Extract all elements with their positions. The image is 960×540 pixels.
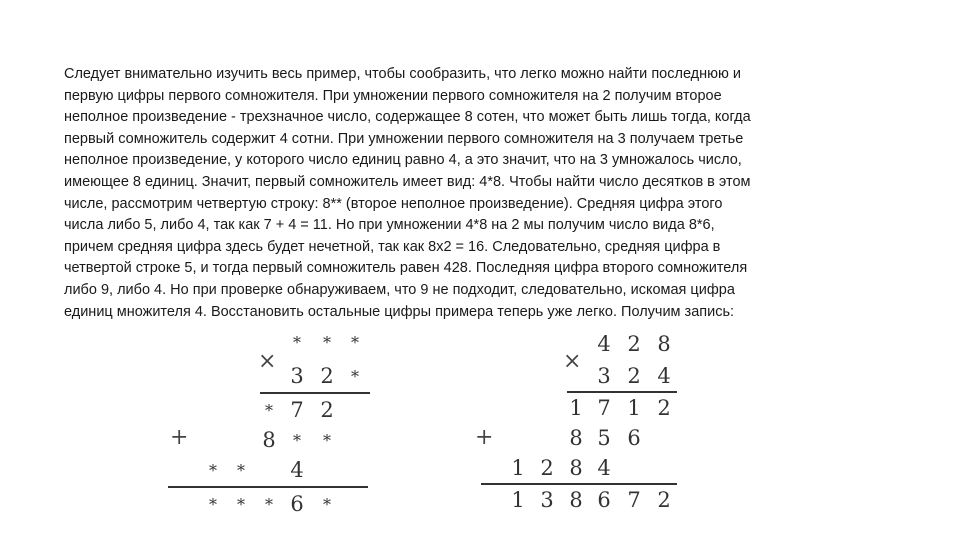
digit: 2 <box>540 456 554 480</box>
digit: 8 <box>262 428 276 452</box>
digit: * <box>323 333 331 352</box>
text-line: числа либо 5, либо 4, так как 7 + 4 = 11. Но при умножении 4*8 на 2 мы получим число вида 8*6, <box>64 217 715 234</box>
text-line: неполное произведение - трехзначное число, содержащее 8 сотен, что может быть лишь тогда, когда <box>64 109 751 126</box>
text-line: либо 9, либо 4. Но при проверке обнаруживаем, что 9 не подходит, следовательно, искомая цифра <box>64 281 735 298</box>
times-sign: × <box>258 349 277 374</box>
digit: 4 <box>290 458 304 482</box>
digit: 4 <box>657 364 671 388</box>
explanation-paragraph <box>64 64 864 323</box>
digit: 8 <box>569 456 583 480</box>
text-line: первый сомножитель содержит 4 сотни. При умножении первого сомножителя на 3 получаем третье <box>64 130 744 147</box>
digit: 3 <box>597 364 611 388</box>
digit: 4 <box>597 456 611 480</box>
digit: * <box>293 333 301 352</box>
digit: 2 <box>657 396 671 420</box>
digit: 7 <box>627 488 641 512</box>
digit: 7 <box>290 398 304 422</box>
digit: * <box>293 431 301 450</box>
digit: 8 <box>569 488 583 512</box>
digit: 3 <box>540 488 554 512</box>
digit: 8 <box>569 426 583 450</box>
digit: 1 <box>511 456 525 480</box>
underline <box>168 486 368 488</box>
plus-sign: + <box>170 425 189 450</box>
digit: 1 <box>511 488 525 512</box>
digit: 5 <box>597 426 611 450</box>
text-line: четвертой строке 5, и тогда первый сомножитель равен 428. Последняя цифра второго сомножителя <box>64 260 748 277</box>
digit: * <box>323 431 331 450</box>
digit: 6 <box>627 426 641 450</box>
puzzle-scan-image <box>140 328 375 533</box>
digit: 1 <box>627 396 641 420</box>
text-line: причем средняя цифра здесь будет нечетной, так как 8х2 = 16. Следовательно, средняя цифра в <box>64 238 721 255</box>
digit: 3 <box>290 364 304 388</box>
digit: 2 <box>320 398 334 422</box>
digit: * <box>209 461 217 480</box>
digit: * <box>323 495 331 514</box>
text-line: неполное произведение, у которого число единиц равно 4, а это значит, что на 3 умножалось число, <box>64 152 742 169</box>
digit: 2 <box>320 364 334 388</box>
underline <box>260 392 370 394</box>
digit: 2 <box>627 364 641 388</box>
digit: 4 <box>597 332 611 356</box>
underline <box>481 483 677 485</box>
digit: 1 <box>569 396 583 420</box>
underline <box>567 391 677 393</box>
text-line: первую цифры первого сомножителя. При умножении первого сомножителя на 2 получим второе <box>64 87 722 104</box>
digit: 8 <box>657 332 671 356</box>
digit: 2 <box>657 488 671 512</box>
digit: 2 <box>627 332 641 356</box>
digit: * <box>237 495 245 514</box>
digit: * <box>209 495 217 514</box>
text-line: Следует внимательно изучить весь пример, чтобы сообразить, что легко можно найти последнюю и <box>64 66 742 82</box>
digit: * <box>237 461 245 480</box>
text-line: имеющее 8 единиц. Значит, первый сомножитель имеет вид: 4*8. Чтобы найти число десятков в этом <box>64 173 751 190</box>
digit: * <box>265 401 273 420</box>
text-line: числе, рассмотрим четвертую строку: 8** (второе неполное произведение). Средняя цифра этого <box>64 195 723 212</box>
times-sign: × <box>563 349 582 374</box>
digit: 7 <box>597 396 611 420</box>
solution-scan-image <box>455 328 685 533</box>
digit: 6 <box>597 488 611 512</box>
digit: 6 <box>290 492 304 516</box>
plus-sign: + <box>475 425 494 450</box>
digit: * <box>351 333 359 352</box>
text-line: единиц множителя 4. Восстановить остальные цифры примера теперь уже легко. Получим запись: <box>64 303 735 320</box>
digit: * <box>265 495 273 514</box>
digit: * <box>351 367 359 386</box>
